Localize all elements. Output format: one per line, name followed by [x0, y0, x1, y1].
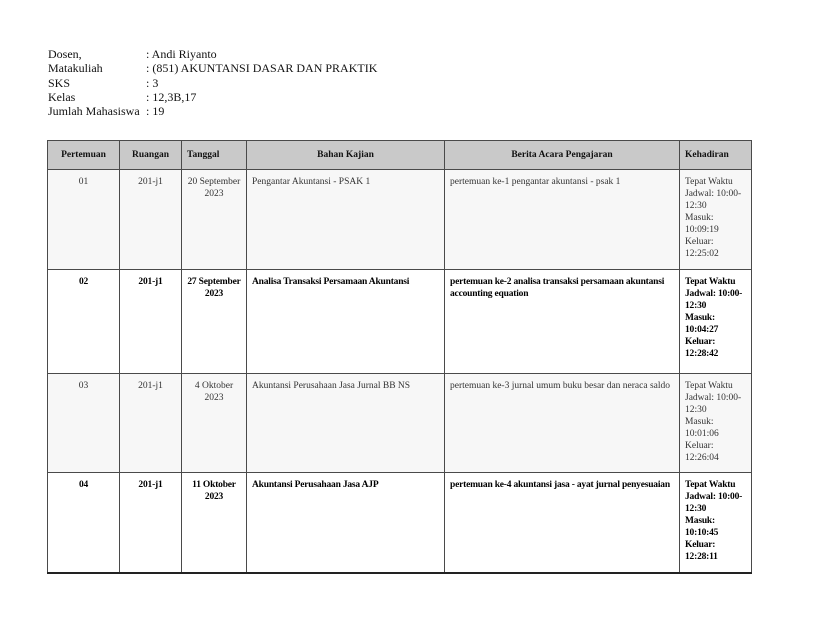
header-bahan-kajian: Bahan Kajian	[247, 141, 445, 170]
kehadiran-keluar: Keluar: 12:25:02	[685, 237, 719, 259]
info-label: Dosen,	[48, 47, 82, 61]
cell-kehadiran	[680, 270, 752, 374]
header-ruangan: Ruangan	[120, 141, 182, 170]
kehadiran-jadwal: Jadwal: 10:00-12:30	[685, 393, 742, 415]
kehadiran-jadwal: Jadwal: 10:00-12:30	[685, 189, 742, 211]
kehadiran-status: Tepat Waktu	[685, 480, 736, 490]
kehadiran-status: Tepat Waktu	[685, 381, 733, 391]
table-row	[48, 374, 752, 473]
cell-bahan-kajian: Analisa Transaksi Persamaan Akuntansi	[247, 270, 445, 374]
cell-kehadiran	[680, 374, 752, 473]
kehadiran-masuk: Masuk: 10:01:06	[685, 417, 719, 439]
course-info	[48, 47, 377, 118]
kehadiran-keluar: Keluar: 12:26:04	[685, 441, 719, 463]
header-kehadiran: Kehadiran	[680, 141, 752, 170]
info-row-dosen	[48, 47, 377, 61]
cell-berita-acara: pertemuan ke-3 jurnal umum buku besar dan neraca saldo	[445, 374, 680, 473]
kehadiran-masuk: Masuk: 10:09:19	[685, 213, 719, 235]
cell-tanggal: 20 September 2023	[182, 170, 247, 270]
cell-tanggal: 11 Oktober 2023	[182, 473, 247, 574]
kehadiran-status: Tepat Waktu	[685, 177, 733, 187]
table-row	[48, 170, 752, 270]
kehadiran-masuk: Masuk: 10:10:45	[685, 516, 719, 538]
kehadiran-masuk: Masuk: 10:04:27	[685, 313, 719, 335]
cell-kehadiran	[680, 473, 752, 574]
cell-bahan-kajian: Akuntansi Perusahaan Jasa AJP	[247, 473, 445, 574]
cell-ruangan: 201-j1	[120, 170, 182, 270]
header-berita-acara: Berita Acara Pengajaran	[445, 141, 680, 170]
cell-pertemuan: 04	[48, 473, 120, 574]
info-value: : (851) AKUNTANSI DASAR DAN PRAKTIK	[146, 61, 378, 76]
info-row-jumlah-mahasiswa	[48, 104, 377, 118]
info-label: Jumlah Mahasiswa	[48, 104, 140, 119]
header-tanggal: Tanggal	[182, 141, 247, 170]
table-row	[48, 473, 752, 574]
info-label: SKS	[48, 75, 71, 90]
cell-berita-acara: pertemuan ke-2 analisa transaksi persamaan akuntansi accounting equation	[445, 270, 680, 374]
cell-ruangan: 201-j1	[120, 270, 182, 374]
info-value: : 19	[146, 104, 165, 119]
info-row-matakuliah	[48, 61, 377, 75]
cell-kehadiran	[680, 170, 752, 270]
cell-tanggal: 27 September 2023	[182, 270, 247, 374]
info-value: : 12,3B,17	[146, 89, 197, 104]
table-header-row	[48, 141, 752, 170]
cell-pertemuan: 03	[48, 374, 120, 473]
cell-pertemuan: 01	[48, 170, 120, 270]
info-row-kelas	[48, 90, 377, 104]
cell-ruangan: 201-j1	[120, 374, 182, 473]
kehadiran-jadwal: Jadwal: 10:00-12:30	[685, 289, 743, 311]
info-label: Matakuliah	[48, 61, 103, 76]
kehadiran-keluar: Keluar: 12:28:42	[685, 337, 719, 359]
cell-ruangan: 201-j1	[120, 473, 182, 574]
cell-pertemuan: 02	[48, 270, 120, 374]
cell-tanggal: 4 Oktober 2023	[182, 374, 247, 473]
cell-berita-acara: pertemuan ke-1 pengantar akuntansi - psak 1	[445, 170, 680, 270]
table-row	[48, 270, 752, 374]
cell-bahan-kajian: Pengantar Akuntansi - PSAK 1	[247, 170, 445, 270]
info-label: Kelas	[48, 89, 76, 104]
cell-berita-acara: pertemuan ke-4 akuntansi jasa - ayat jurnal penyesuaian	[445, 473, 680, 574]
kehadiran-keluar: Keluar: 12:28:11	[685, 540, 718, 562]
kehadiran-jadwal: Jadwal: 10:00-12:30	[685, 492, 743, 514]
info-row-sks	[48, 76, 377, 90]
attendance-table	[47, 140, 752, 574]
header-pertemuan: Pertemuan	[48, 141, 120, 170]
kehadiran-status: Tepat Waktu	[685, 277, 736, 287]
info-value: : 3	[146, 75, 159, 90]
info-value: : Andi Riyanto	[146, 47, 217, 61]
cell-bahan-kajian: Akuntansi Perusahaan Jasa Jurnal BB NS	[247, 374, 445, 473]
